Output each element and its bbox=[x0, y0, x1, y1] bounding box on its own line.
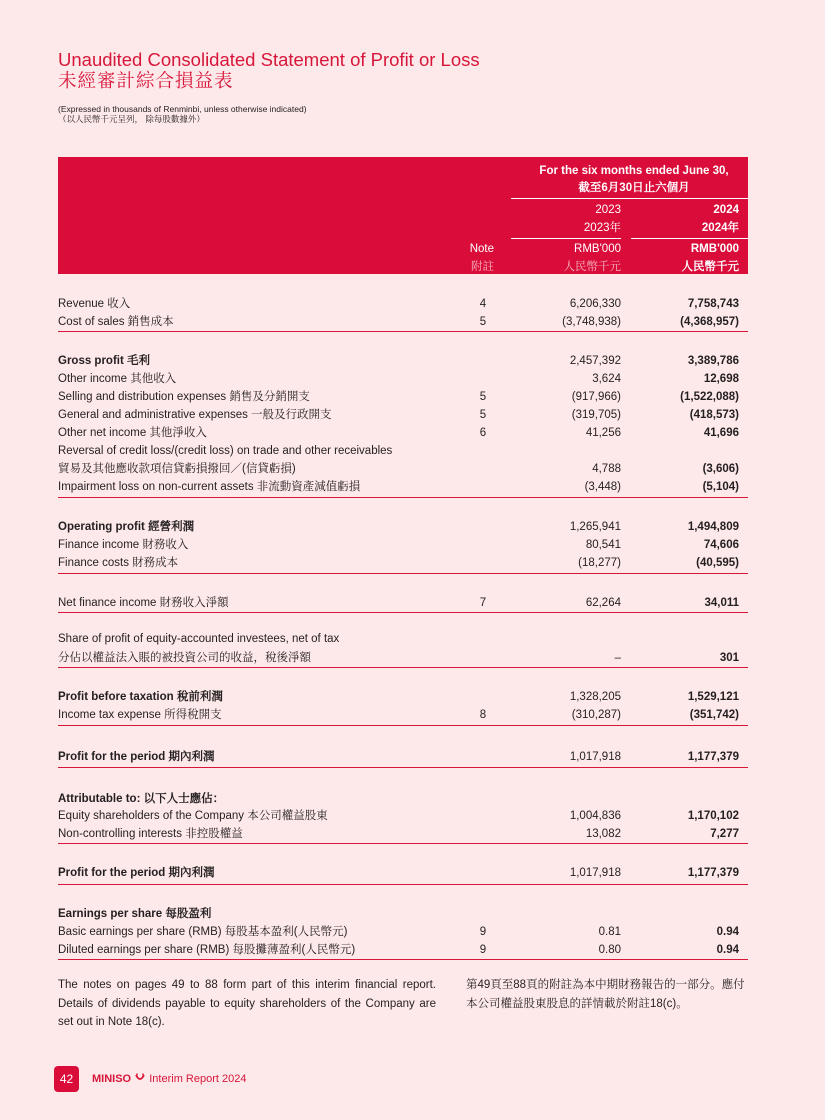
table-row bbox=[58, 442, 748, 460]
table-row bbox=[58, 905, 748, 923]
row-label: Income tax expense 所得稅開支 bbox=[58, 709, 222, 721]
row-label: Other net income 其他淨收入 bbox=[58, 427, 207, 439]
table-row bbox=[58, 825, 748, 843]
row-value-2024: 1,494,809 bbox=[687, 521, 739, 533]
row-value-2023: 0.81 bbox=[598, 926, 621, 938]
table-row bbox=[58, 518, 748, 536]
row-label: Reversal of credit loss/(credit loss) on trade and other receivables bbox=[58, 445, 393, 457]
row-value-2023: (917,966) bbox=[571, 391, 621, 403]
row-note: 4 bbox=[479, 298, 487, 310]
row-note: 8 bbox=[479, 709, 487, 721]
row-note: 5 bbox=[479, 391, 487, 403]
brand-name: MINISO bbox=[92, 1073, 132, 1085]
table-row bbox=[58, 536, 748, 554]
row-label: Cost of sales 銷售成本 bbox=[58, 316, 174, 328]
expressed-note bbox=[58, 104, 307, 124]
table-row bbox=[58, 706, 748, 724]
note-heading-en: Note bbox=[469, 243, 494, 255]
row-label: Other income 其他收入 bbox=[58, 373, 177, 385]
period-heading-zh: 截至6月30日止六個月 bbox=[578, 182, 690, 194]
row-label: Share of profit of equity-accounted investees, net of tax bbox=[58, 633, 340, 645]
row-value-2024: 3,389,786 bbox=[687, 355, 739, 367]
smile-icon bbox=[134, 1073, 149, 1085]
row-value-2023: (3,448) bbox=[584, 481, 621, 493]
row-value-2023: (18,277) bbox=[578, 557, 621, 569]
row-value-2023: 0.80 bbox=[598, 944, 621, 956]
expressed-note-zh: （以人民幣千元呈列， 除每股數據外） bbox=[58, 114, 205, 124]
page-number: 42 bbox=[54, 1066, 79, 1092]
unit-2023-zh: 人民幣千元 bbox=[563, 261, 621, 273]
row-value-2023: 6,206,330 bbox=[569, 298, 621, 310]
row-value-2024: 1,529,121 bbox=[687, 691, 739, 703]
row-label: Earnings per share 每股盈利 bbox=[58, 908, 212, 920]
row-value-2023: 62,264 bbox=[585, 597, 621, 609]
row-value-2024: (418,573) bbox=[689, 409, 739, 421]
row-value-2023: 1,265,941 bbox=[569, 521, 621, 533]
row-value-2024: 0.94 bbox=[716, 944, 739, 956]
row-divider bbox=[58, 331, 748, 332]
year-2023-zh: 2023年 bbox=[583, 222, 621, 234]
row-value-2023: 1,004,836 bbox=[569, 810, 621, 822]
period-underline bbox=[511, 198, 748, 199]
row-value-2023: 4,788 bbox=[592, 463, 621, 475]
row-value-2024: 301 bbox=[719, 652, 739, 664]
row-value-2024: 12,698 bbox=[703, 373, 739, 385]
table-row bbox=[58, 352, 748, 370]
row-label: Equity shareholders of the Company 本公司權益股東 bbox=[58, 810, 328, 822]
row-note: 9 bbox=[479, 944, 487, 956]
page-title-en: Unaudited Consolidated Statement of Profit or Loss bbox=[58, 49, 480, 70]
row-value-2024: 0.94 bbox=[716, 926, 739, 938]
row-value-2024: (5,104) bbox=[702, 481, 739, 493]
row-value-2024: 1,170,102 bbox=[687, 810, 739, 822]
table-row bbox=[58, 424, 748, 442]
table-row bbox=[58, 649, 748, 667]
row-divider bbox=[58, 612, 748, 613]
row-divider bbox=[58, 667, 748, 668]
row-note: 5 bbox=[479, 316, 487, 328]
period-heading bbox=[524, 163, 744, 197]
footnote-zh: 第49頁至88頁的附註為本中期財務報告的一部分。應付本公司權益股東股息的詳情載於附註18(c)。 bbox=[466, 979, 745, 1010]
row-value-2023: (310,287) bbox=[571, 709, 621, 721]
year-2023-en: 2023 bbox=[595, 204, 621, 216]
row-value-2023: 80,541 bbox=[585, 539, 621, 551]
row-label: Profit for the period 期內利潤 bbox=[58, 867, 215, 879]
row-value-2024: 74,606 bbox=[703, 539, 739, 551]
table-row bbox=[58, 864, 748, 882]
page-title-zh: 未經審計綜合損益表 bbox=[58, 70, 234, 91]
row-divider bbox=[58, 767, 748, 768]
row-value-2024: 7,758,743 bbox=[687, 298, 739, 310]
table-row bbox=[58, 630, 748, 648]
row-value-2024: 1,177,379 bbox=[687, 751, 739, 763]
row-label: Net finance income 財務收入淨額 bbox=[58, 597, 229, 609]
row-label: Selling and distribution expenses 銷售及分銷開支 bbox=[58, 391, 310, 403]
table-row bbox=[58, 594, 748, 612]
row-value-2024: (4,368,957) bbox=[680, 316, 739, 328]
year-2024-en: 2024 bbox=[713, 204, 739, 216]
row-divider bbox=[58, 573, 748, 574]
row-value-2024: 34,011 bbox=[704, 597, 739, 609]
row-label: 分佔以權益法入賬的被投資公司的收益，稅後淨額 bbox=[58, 652, 311, 664]
year-2024-underline bbox=[631, 238, 748, 239]
expressed-note-en: (Expressed in thousands of Renminbi, unless otherwise indicated) bbox=[58, 104, 307, 114]
row-divider bbox=[58, 497, 748, 498]
table-row bbox=[58, 478, 748, 496]
note-heading-zh: 附註 bbox=[471, 261, 494, 273]
row-value-2024: 41,696 bbox=[703, 427, 739, 439]
row-divider bbox=[58, 843, 748, 844]
table-header bbox=[58, 157, 748, 274]
unit-2023-en: RMB'000 bbox=[574, 243, 621, 255]
row-label: 貿易及其他應收款項信貸虧損撥回／(信貸虧損) bbox=[58, 463, 296, 475]
row-value-2023: 13,082 bbox=[585, 828, 621, 840]
row-value-2023: (3,748,938) bbox=[562, 316, 621, 328]
row-value-2024: (1,522,088) bbox=[680, 391, 739, 403]
table-row bbox=[58, 388, 748, 406]
period-heading-en: For the six months ended June 30, bbox=[539, 165, 729, 177]
table-row bbox=[58, 688, 748, 706]
row-label: Profit before taxation 稅前利潤 bbox=[58, 691, 223, 703]
row-value-2023: (319,705) bbox=[571, 409, 621, 421]
row-value-2024: (351,742) bbox=[689, 709, 739, 721]
table-row bbox=[58, 406, 748, 424]
row-label: Finance income 財務收入 bbox=[58, 539, 189, 551]
table-row bbox=[58, 790, 748, 808]
row-note: 7 bbox=[479, 597, 487, 609]
unit-2024-zh: 人民幣千元 bbox=[681, 261, 739, 273]
year-2024-zh: 2024年 bbox=[701, 222, 739, 234]
row-value-2023: 1,017,918 bbox=[569, 867, 621, 879]
row-label: Operating profit 經營利潤 bbox=[58, 521, 195, 533]
row-value-2024: 7,277 bbox=[710, 828, 739, 840]
row-note: 5 bbox=[479, 409, 487, 421]
row-label: Impairment loss on non-current assets 非流動資產減值虧損 bbox=[58, 481, 361, 493]
row-note: 9 bbox=[479, 926, 487, 938]
year-2023-underline bbox=[511, 238, 621, 239]
row-divider bbox=[58, 725, 748, 726]
row-divider bbox=[58, 959, 748, 960]
table-row bbox=[58, 554, 748, 572]
row-label: General and administrative expenses 一般及行政開支 bbox=[58, 409, 332, 421]
row-label: Finance costs 財務成本 bbox=[58, 557, 179, 569]
row-value-2023: 1,328,205 bbox=[569, 691, 621, 703]
row-label: Revenue 收入 bbox=[58, 298, 131, 310]
report-name: Interim Report 2024 bbox=[149, 1073, 247, 1085]
row-label: Basic earnings per share (RMB) 每股基本盈利(人民幣元) bbox=[58, 926, 348, 938]
footnote-en: The notes on pages 49 to 88 form part of this interim financial report. Details of dividends payable to equity shareholders of the Company are set out in Note 18(c). bbox=[58, 979, 436, 1028]
table-row bbox=[58, 923, 748, 941]
row-label: Gross profit 毛利 bbox=[58, 355, 151, 367]
table-row bbox=[58, 807, 748, 825]
row-label: Attributable to: 以下人士應佔： bbox=[58, 793, 225, 805]
table-row bbox=[58, 313, 748, 331]
row-value-2024: 1,177,379 bbox=[687, 867, 739, 879]
row-divider bbox=[58, 884, 748, 885]
table-row bbox=[58, 748, 748, 766]
row-value-2023: 2,457,392 bbox=[569, 355, 621, 367]
row-value-2023: 41,256 bbox=[585, 427, 621, 439]
row-label: Diluted earnings per share (RMB) 每股攤薄盈利(人民幣元) bbox=[58, 944, 356, 956]
row-value-2024: (3,606) bbox=[702, 463, 739, 475]
row-label: Profit for the period 期內利潤 bbox=[58, 751, 215, 763]
unit-2024-en: RMB'000 bbox=[690, 243, 739, 255]
table-row bbox=[58, 370, 748, 388]
row-value-2023: 1,017,918 bbox=[569, 751, 621, 763]
table-row bbox=[58, 460, 748, 478]
table-row bbox=[58, 941, 748, 959]
footer-brand bbox=[92, 1072, 246, 1086]
row-value-2024: (40,595) bbox=[696, 557, 739, 569]
row-label: Non-controlling interests 非控股權益 bbox=[58, 828, 243, 840]
row-value-2023: 3,624 bbox=[592, 373, 621, 385]
table-row bbox=[58, 295, 748, 313]
row-note: 6 bbox=[479, 427, 487, 439]
row-value-2023: – bbox=[614, 652, 621, 664]
